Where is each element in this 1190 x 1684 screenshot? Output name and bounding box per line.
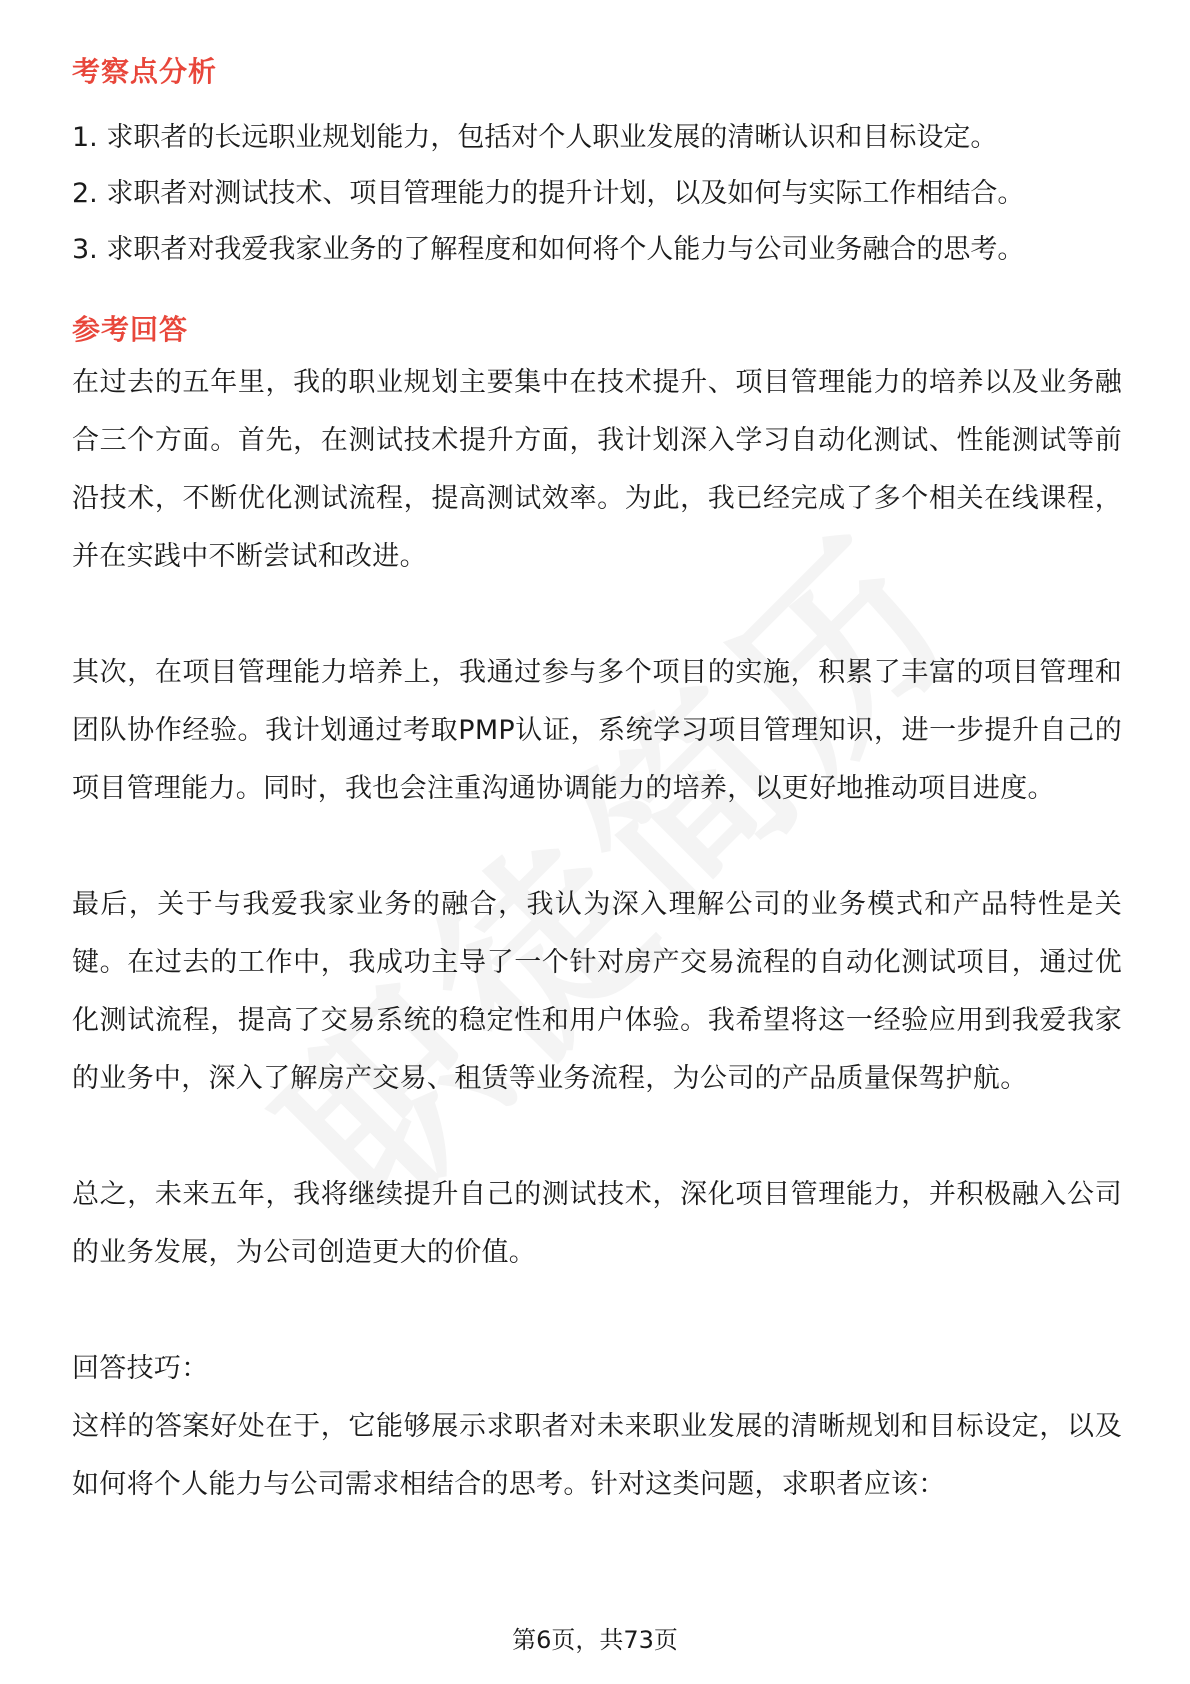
analysis-heading: 考察点分析 — [72, 55, 218, 88]
answer-paragraph-3: 最后，关于与我爱我家业务的融合，我认为深入理解公司的业务模式和产品特性是关键。在过去的工作中，我成功主导了一个针对房产交易流程的自动化测试项目，通过优化测试流程，提高了交易系统的稳定性和用户体验。我希望将这一经验应用到我爱我家的业务中，深入了解房产交易、租赁等业务流程，为公司的产品质量保驾护航。 — [72, 889, 1122, 1094]
analysis-item-3: 3. 求职者对我爱我家业务的了解程度和如何将个人能力与公司业务融合的思考。 — [72, 234, 1025, 265]
analysis-item-2: 2. 求职者对测试技术、项目管理能力的提升计划，以及如何与实际工作相结合。 — [72, 178, 1025, 209]
answer-heading: 参考回答 — [72, 313, 189, 346]
answer-paragraph-4: 总之，未来五年，我将继续提升自己的测试技术，深化项目管理能力，并积极融入公司的业务发展，为公司创造更大的价值。 — [72, 1179, 1122, 1268]
page-number: 第6页，共73页 — [512, 1626, 678, 1654]
answer-paragraph-2: 其次，在项目管理能力培养上，我通过参与多个项目的实施，积累了丰富的项目管理和团队协作经验。我计划通过考取PMP认证，系统学习项目管理知识，进一步提升自己的项目管理能力。同时，我也会注重沟通协调能力的培养，以更好地推动项目进度。 — [72, 657, 1122, 804]
tips-text: 这样的答案好处在于，它能够展示求职者对未来职业发展的清晰规划和目标设定，以及如何将个人能力与公司需求相结合的思考。针对这类问题，求职者应该： — [72, 1411, 1122, 1500]
tips-label: 回答技巧： — [72, 1353, 209, 1384]
analysis-item-1: 1. 求职者的长远职业规划能力，包括对个人职业发展的清晰认识和目标设定。 — [72, 122, 998, 153]
document-page — [72, 48, 1122, 1514]
answer-paragraph-1: 在过去的五年里，我的职业规划主要集中在技术提升、项目管理能力的培养以及业务融合三个方面。首先，在测试技术提升方面，我计划深入学习自动化测试、性能测试等前沿技术，不断优化测试流程，提高测试效率。为此，我已经完成了多个相关在线课程，并在实践中不断尝试和改进。 — [72, 367, 1122, 572]
